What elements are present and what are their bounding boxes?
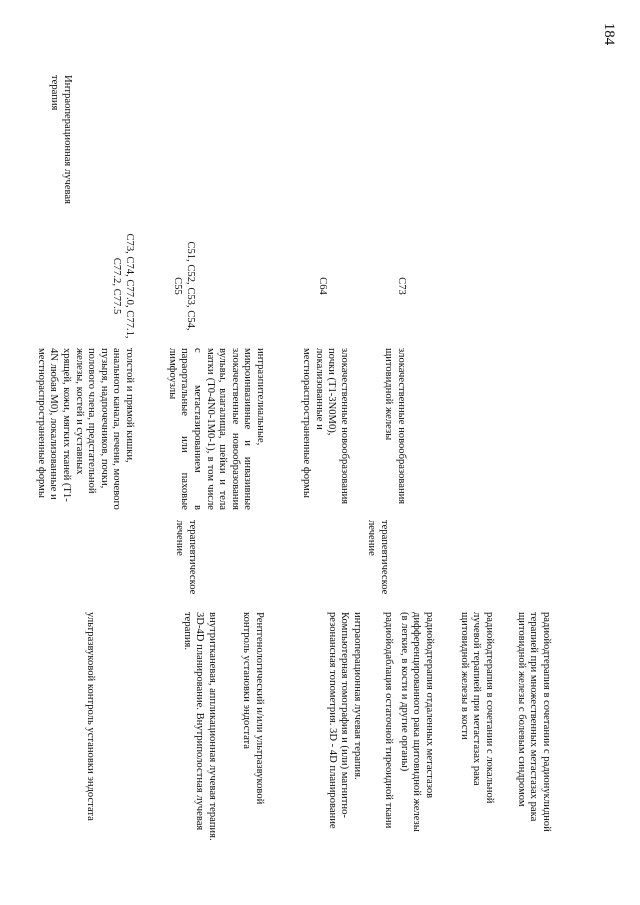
row-2-method: интраоперационная лучевая терапия. Компьютерная томография и (или) магнитно-резонансная топометрия. 3D - 4D планирование — [326, 612, 363, 829]
row-3-method-4: радиойодтерапия в сочетании с радионуклидной терапией при множественных метастазах рака щитовидной железы с болевым синдромом — [515, 612, 552, 832]
row-0-condition: толстой и прямой кишки, анального канала, печени, мочевого пузыря, надпочечников, почки, полового члена, предстательной железы, костей и суставных хрящей, кожи, мягких тканей (T1-4N любая M0), локализованные и местнораспространенные формы — [35, 348, 135, 510]
row-1-condition: интраэпителиальные, микроинвазивные и инвазивные злокачественные новообразования вульвы, влагалища, шейки и тела матки (T0-4N0-1M0-1), в том числе с метастазированием в параортальные или паховые лимфоузлы — [166, 348, 266, 510]
row-3-method-2: радиойодтерапия отдаленных метастазов дифференцированного рака щитовидной железы (в легкие, в кости и другие органы) — [398, 612, 435, 832]
row-3-method-1: радиойодаблация остаточной тиреоидной ткани — [383, 612, 394, 829]
row-3-treatment-type: терапевтическое лечение — [366, 520, 390, 595]
row-3-condition: злокачественные новообразования щитовидной железы — [383, 348, 407, 505]
row-2-codes: C64 — [317, 277, 328, 295]
row-2-condition: злокачественные новообразования почки (T1-3N0M0), локализованные и местнораспространенные формы — [301, 348, 350, 505]
row-1-method-1: внутритканевая, аппликационная лучевая терапия. 3D-4D планирование. Внутриполостная лучевая терапия. — [181, 612, 218, 841]
row-1-codes: C51, C52, C53, C54, C55 — [172, 241, 196, 331]
row-0-codes: C73, C74, C77.0, C77.1, C77.2, C77.5 — [111, 233, 135, 339]
section-title: Интраоперационная лучевая терапия — [49, 75, 73, 204]
row-1-method-2: Рентгенологический и/или ультразвуковой контроль установки эндостата — [241, 612, 265, 805]
row-1-treatment-type: терапевтическое лечение — [174, 520, 198, 595]
row-3-codes: C73 — [396, 277, 407, 295]
page-number: 184 — [601, 22, 618, 46]
row-3-method-3: радиойодтерапия в сочетании с локальной лучевой терапией при метастазах рака щитовидной железы в кости — [458, 612, 495, 804]
row-0-method: ультразвуковой контроль установки эндостата — [85, 612, 96, 821]
